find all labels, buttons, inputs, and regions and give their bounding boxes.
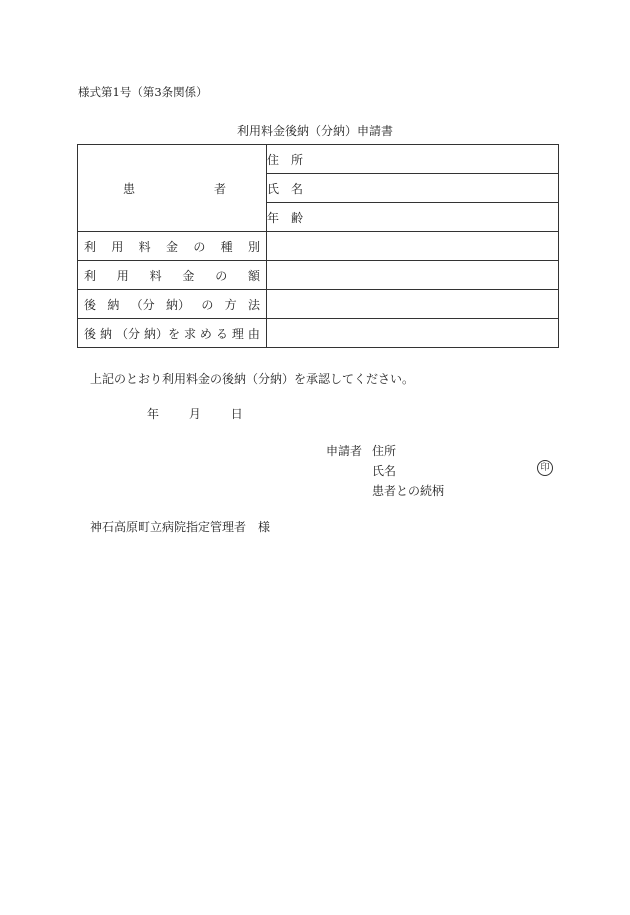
date-day: 日 [230, 407, 243, 421]
patient-address-field[interactable] [267, 145, 559, 174]
payment-method-label [78, 290, 267, 319]
label-char: 納）を [143, 326, 180, 341]
label-char: 納 [107, 297, 120, 312]
label-char: 料 [149, 268, 162, 283]
field-label-char: 年 [267, 210, 280, 225]
applicant-name-field[interactable]: 氏名 [372, 464, 397, 478]
reason-label [78, 319, 267, 348]
seal-icon: 印 [537, 460, 553, 476]
date-month: 月 [188, 407, 201, 421]
label-char: （分 [130, 297, 155, 312]
applicant-label: 申請者 [326, 444, 363, 458]
patient-label-char: 患 [123, 181, 136, 196]
patient-label-cell [78, 145, 267, 232]
label-char: 納 [99, 326, 112, 341]
label-char: の [193, 239, 206, 254]
date-year: 年 [147, 407, 160, 421]
label-char: 後 [84, 297, 97, 312]
patient-age-field[interactable] [267, 203, 559, 232]
label-char: 種 [220, 239, 233, 254]
field-label-char: 所 [291, 152, 304, 167]
label-char: 利 [84, 268, 97, 283]
label-char: （分 [115, 326, 140, 341]
table-row [78, 145, 559, 174]
field-label-char: 齢 [291, 210, 304, 225]
label-char: 由 [247, 326, 260, 341]
patient-label-char: 者 [213, 181, 226, 196]
field-label-char: 名 [291, 181, 304, 196]
label-char: め [199, 326, 212, 341]
table-row [78, 261, 559, 290]
label-char: の [215, 268, 228, 283]
label-char: 納） [165, 297, 190, 312]
field-label-char: 氏 [267, 181, 280, 196]
label-char: 額 [247, 268, 260, 283]
label-char: 金 [165, 239, 178, 254]
form-number: 様式第1号（第3条関係） [78, 85, 208, 99]
label-char: 利 [84, 239, 97, 254]
table-row [78, 290, 559, 319]
label-char: 別 [247, 239, 260, 254]
label-char: の [201, 297, 214, 312]
table-row [78, 232, 559, 261]
label-char: 求 [183, 326, 196, 341]
field-label-char: 住 [267, 152, 280, 167]
request-statement: 上記のとおり利用料金の後納（分納）を承認してください。 [90, 372, 415, 386]
fee-amount-field[interactable] [267, 261, 559, 290]
fee-type-label [78, 232, 267, 261]
label-char: 料 [138, 239, 151, 254]
label-char: 方 [224, 297, 237, 312]
applicant-relation-field[interactable]: 患者との続柄 [372, 484, 445, 498]
table-row [78, 319, 559, 348]
reason-field[interactable] [267, 319, 559, 348]
payment-method-field[interactable] [267, 290, 559, 319]
date-line[interactable] [147, 405, 269, 422]
application-table [77, 144, 559, 348]
fee-amount-label [78, 261, 267, 290]
document-title: 利用料金後納（分納）申請書 [236, 124, 393, 138]
label-char: 用 [116, 268, 129, 283]
fee-type-field[interactable] [267, 232, 559, 261]
addressee: 神石高原町立病院指定管理者 様 [90, 520, 271, 534]
label-char: る [215, 326, 228, 341]
label-char: 理 [231, 326, 244, 341]
label-char: 後 [84, 326, 97, 341]
label-char: 金 [182, 268, 195, 283]
applicant-address-field[interactable]: 住所 [372, 444, 397, 458]
label-char: 法 [247, 297, 260, 312]
label-char: 用 [111, 239, 124, 254]
patient-name-field[interactable] [267, 174, 559, 203]
